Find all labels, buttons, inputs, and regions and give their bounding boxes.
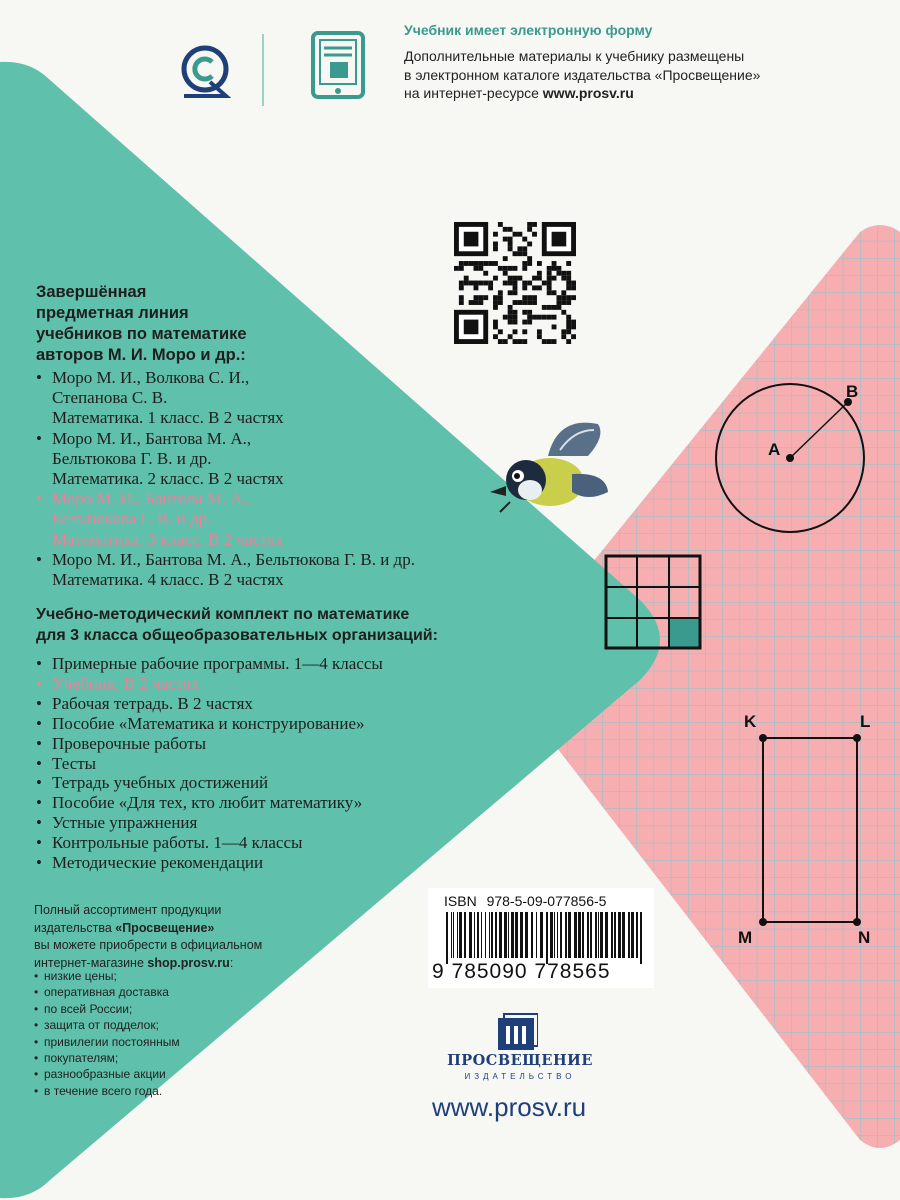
series-heading: Завершённая предметная линия учебников по математике авторов М. И. Моро и др.: bbox=[36, 283, 247, 364]
kit-list bbox=[36, 654, 506, 873]
list-item: • Устные упражнения bbox=[36, 813, 506, 833]
series-list bbox=[36, 368, 506, 590]
barcode-digits: 9 785090 778565 bbox=[432, 960, 611, 983]
shop-info: Полный ассортимент продукции издательства «Просвещение» вы можете приобрести в официальном интернет-магазине shop.prosv.ru: bbox=[34, 903, 263, 970]
list-item: • Примерные рабочие программы. 1—4 классы bbox=[36, 654, 506, 674]
copyright-2-logo-icon bbox=[170, 38, 240, 108]
rectangle-klmn bbox=[756, 732, 866, 928]
shop-benefits-list bbox=[34, 968, 254, 1099]
list-item: • Контрольные работы. 1—4 классы bbox=[36, 833, 506, 853]
tablet-icon bbox=[310, 30, 366, 100]
qr-code-icon[interactable] bbox=[454, 222, 576, 344]
list-item: • Пособие «Математика и конструирование» bbox=[36, 714, 506, 734]
bird-illustration-icon bbox=[488, 416, 612, 526]
list-item: • защита от подделок; bbox=[34, 1017, 254, 1033]
header-divider bbox=[262, 34, 264, 106]
point-label-b: B bbox=[846, 382, 859, 401]
list-item: • Моро М. И., Волкова С. И., Степанова С. В. Математика. 1 класс. В 2 частях bbox=[36, 368, 506, 429]
list-item: • Методические рекомендации bbox=[36, 853, 506, 873]
list-item: • привилегии постоянным bbox=[34, 1034, 254, 1050]
list-item-current-book: • Моро М. И., Бантова М. А., Бельтюкова Г. В. и др. Математика. 3 класс. В 2 частях bbox=[36, 489, 506, 550]
list-item: • низкие цены; bbox=[34, 968, 254, 984]
publisher-subtitle: ИЗДАТЕЛЬСТВО bbox=[464, 1072, 576, 1081]
three-by-three-square bbox=[604, 554, 702, 650]
point-label-k: K bbox=[744, 712, 757, 731]
list-item: • оперативная доставка bbox=[34, 984, 254, 1000]
kit-heading: Учебно-методический комплект по математике для 3 класса общеобразовательных организаций: bbox=[36, 606, 438, 644]
header-line-1: Дополнительные материалы к учебнику размещены bbox=[404, 48, 745, 64]
list-item: • Рабочая тетрадь. В 2 частях bbox=[36, 694, 506, 714]
header-line-2: в электронном каталоге издательства «Просвещение» bbox=[404, 67, 761, 83]
header-site-link[interactable]: www.prosv.ru bbox=[542, 85, 634, 101]
list-item: • Пособие «Для тех, кто любит математику» bbox=[36, 793, 506, 813]
header-line-3: на интернет-ресурсе www.prosv.ru bbox=[404, 85, 634, 101]
publisher-logo-icon bbox=[496, 1012, 538, 1052]
point-label-n: N bbox=[858, 928, 871, 947]
list-item: • Проверочные работы bbox=[36, 734, 506, 754]
barcode-icon bbox=[446, 912, 646, 964]
list-item-cont: • по всей России; bbox=[34, 1001, 254, 1017]
point-label-a: A bbox=[768, 440, 781, 459]
list-item: • разнообразные акции bbox=[34, 1066, 254, 1082]
list-item: • Тесты bbox=[36, 754, 506, 774]
isbn-text: ISBN 978-5-09-077856-5 bbox=[444, 893, 607, 909]
publisher-website-link[interactable]: www.prosv.ru bbox=[432, 1092, 587, 1122]
point-label-l: L bbox=[860, 712, 871, 731]
list-item-cont: • в течение всего года. bbox=[34, 1083, 254, 1099]
point-label-m: M bbox=[738, 928, 753, 947]
shop-link[interactable]: shop.prosv.ru bbox=[147, 955, 230, 970]
list-item-cont: • покупателям; bbox=[34, 1050, 254, 1066]
circle-figure bbox=[712, 380, 872, 540]
list-item-current-book: • Учебник. В 2 частях bbox=[36, 674, 506, 694]
list-item: • Тетрадь учебных достижений bbox=[36, 773, 506, 793]
list-item: • Моро М. И., Бантова М. А., Бельтюкова Г. В. и др. Математика. 4 класс. В 2 частях bbox=[36, 550, 506, 590]
electronic-form-title: Учебник имеет электронную форму bbox=[404, 22, 653, 38]
list-item: • Моро М. И., Бантова М. А., Бельтюкова Г. В. и др. Математика. 2 класс. В 2 частях bbox=[36, 429, 506, 490]
publisher-name: ПРОСВЕЩЕНИЕ bbox=[447, 1052, 593, 1069]
